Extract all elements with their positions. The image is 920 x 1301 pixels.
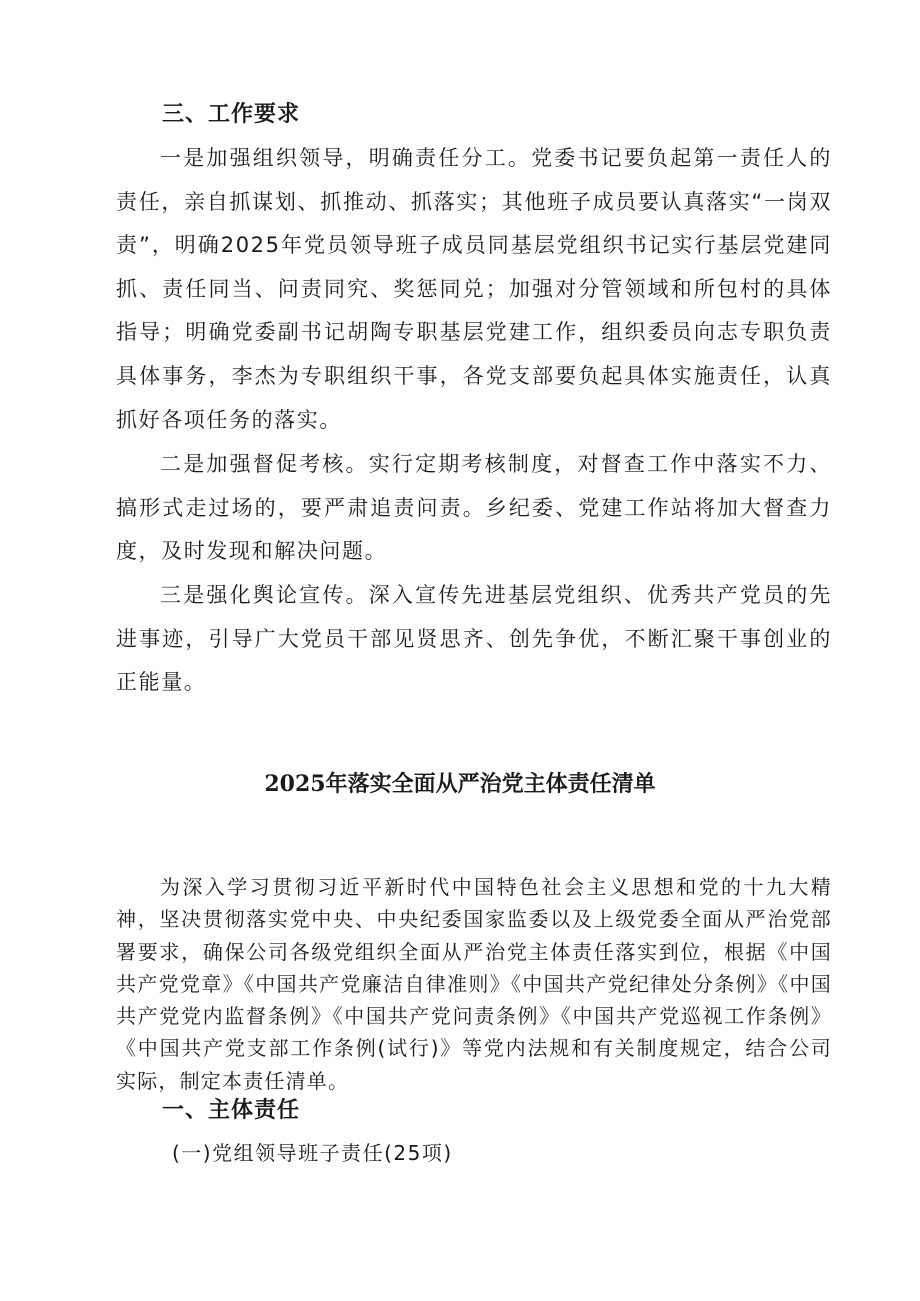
section-three-heading: 三、工作要求 xyxy=(162,102,301,127)
paragraph-organization-leadership: 一是加强组织领导，明确责任分工。党委书记要负起第一责任人的责任，亲自抓谋划、抓推动、抓落实；其他班子成员要认真落实“一岗双责”，明确2025年党员领导班子成员同基层党组织书记实行基层党建同抓、责任同当、问责同究、奖惩同兑；加强对分管领域和所包村的具体指导；明确党委副书记胡陶专职基层党建工作，组织委员向志专职负责具体事务，李杰为专职组织干事，各党支部要负起具体实施责任，认真抓好各项任务的落实。 xyxy=(116,146,832,432)
paragraph-public-opinion: 三是强化舆论宣传。深入宣传先进基层党组织、优秀共产党员的先进事迹，引导广大党员干部见贤思齐、创先争优，不断汇聚干事创业的正能量。 xyxy=(116,583,832,695)
sub-item-leadership-responsibility: (一)党组领导班子责任(25项) xyxy=(172,1141,453,1165)
paragraph-supervision-assessment: 二是加强督促考核。实行定期考核制度，对督查工作中落实不力、搞形式走过场的，要严肃追责问责。乡纪委、党建工作站将加大督查力度，及时发现和解决问题。 xyxy=(116,452,832,564)
section-one-heading: 一、主体责任 xyxy=(162,1098,301,1123)
document-intro-paragraph: 为深入学习贯彻习近平新时代中国特色社会主义思想和党的十九大精神，坚决贯彻落实党中央、中央纪委国家监委以及上级党委全面从严治党部署要求，确保公司各级党组织全面从严治党主体责任落实到位，根据《中国共产党党章》《中国共产党廉洁自律准则》《中国共产党纪律处分条例》《中国共产党党内监督条例》《中国共产党问责条例》《中国共产党巡视工作条例》《中国共产党支部工作条例(试行)》等党内法规和有关制度规定，结合公司实际，制定本责任清单。 xyxy=(116,875,832,1093)
document-title: 2025年落实全面从严治党主体责任清单 xyxy=(264,771,656,797)
